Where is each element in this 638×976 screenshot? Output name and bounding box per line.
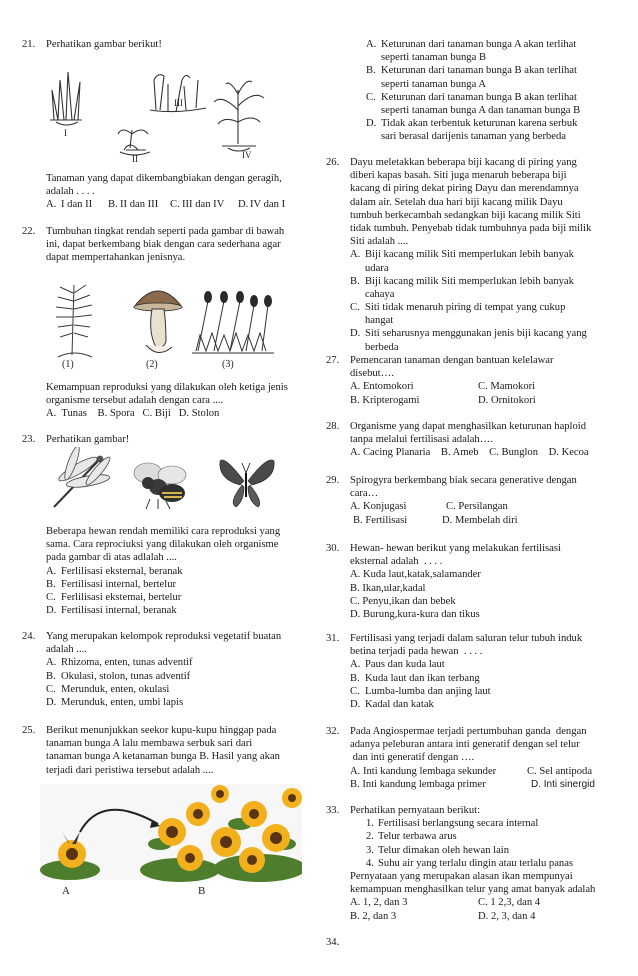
sunflowers-butterfly-photo [40,784,302,896]
option-b[interactable]: B. Kripterogami [350,394,420,406]
question-text-line: Pada Angiospermae terjadi pertumbuhan ganda dengan [350,726,587,737]
option-c-text[interactable]: III dan IV [182,199,225,211]
question-text-line: kacang di piring dekat piring Dayu dan merendamnya [350,183,579,195]
option-a[interactable]: A. Keturunan dari tanaman bunga A akan terlihat [366,39,577,50]
option-b-letter: B. [108,199,118,211]
label-2: (2) [146,359,158,369]
label-IV: IV [242,150,252,160]
question-number: 28. [326,421,340,432]
option-b[interactable]: B. Biji kacang milik Siti memperlukan lebih banyak [350,275,574,287]
options-row [350,896,631,909]
question-text-line: betina terjadi pada hewan . . . . [350,646,483,658]
question-text-line: tanaman bunga A lalu membawa serbuk sari dari [46,738,253,750]
option-c[interactable]: C. Ferlilisasi ekstemai, bertelur [46,591,182,603]
option-a[interactable]: A. Rhizoma, enten, tunas adventif [46,657,193,669]
label-I: I [64,128,67,138]
statement-item: 4. Suhu air yang terlalu dingin atau terlalu panas [366,857,574,869]
plants-figure [46,50,286,162]
question-25-options: A. Keturunan dari tanaman bunga A akan terlihat seperti tanaman bunga B B. Keturunan dari tanaman bunga B akan terlihat seperti tanaman bunga A C. Keturunan dari tanaman bunga B akan terlihat seperti tanaman bunga A dan tanaman bunga B D. Tidak akan terbentuk keturunan karena serbuk sari berasal darijenis tanaman yang berbeda [366,38,636,146]
question-27 [326,354,631,410]
statement-item: 2. Telur terbawa arus [366,831,457,843]
option-b[interactable]: B. Fertilisasi [353,514,408,526]
question-28 [326,420,631,462]
question-prompt: Perhatikan gambar berikut! [46,39,162,50]
option-c[interactable]: C. 1 2,3, dan 4 [478,897,541,909]
question-text-line: sama. Cara reprociuksi yang dilakukan oleh organisme [46,539,279,551]
label-1: (1) [62,359,74,369]
option-a-letter: A. [46,199,57,211]
question-text-line: Tanaman yang dapat dikembangbiakan dengan geragih, [46,173,282,184]
question-text-line: ini, dapat berkembang biak dengan cara sederhana agar [46,239,281,251]
question-text-line: tumbuh berkecambah sedangkan biji kacang milik Siti [350,209,581,221]
option-d[interactable]: D. Burung,kura-kura dan tikus [350,608,480,620]
question-text-line: adanya peleburan antara inti generatif dengan sel telur [350,739,580,751]
question-text-line: Tumbuhan tingkat rendah seperti pada gambar di bawah [46,226,285,237]
option-d-text[interactable]: IV dan I [250,199,286,211]
question-prompt: Perhatikan gambar! [46,434,130,445]
options-row[interactable]: A. Cacing Planaria B. Ameb C. Bunglon D. Kecoa [350,447,589,459]
option-d[interactable]: D. Siti seharusnya menggunakan jenis biji kacang yang [350,328,587,340]
option-b[interactable]: B. Fertilisasi internal, bertelur [46,578,177,590]
option-a[interactable]: A. Konjugasi [350,501,407,513]
question-text-line: eksternal adalah . . . . [350,556,443,568]
option-b[interactable]: B. Keturunan dari tanaman bunga B akan terlihat [366,65,577,77]
question-text-line: Hewan- hewan berikut yang melakukan fertilisasi [350,543,561,554]
option-a[interactable]: A. Biji kacang milik Siti memperlukan lebih banyak [350,249,574,261]
question-number: 30. [326,543,340,554]
question-number: 22. [22,226,36,237]
option-d[interactable]: D. 2, 3, dan 4 [478,910,536,922]
question-text-line: kemampuan menghasilkan telur yang amat banyak adalah [350,884,596,896]
option-a[interactable]: A. 1, 2, dan 3 [350,897,408,909]
option-d[interactable]: D. Membelah diri [442,514,518,526]
question-34 [326,936,366,950]
question-text-line: Yang merupakan kelompok reproduksi vegetatif buatan [46,631,282,642]
question-text-line: Spirogyra berkembang biak secara generative dengan [350,475,577,486]
question-text-line: adalah .... [46,644,87,656]
question-number: 21. [22,39,36,50]
question-text-line: tanpa melalui fertilisasi adalah…. [350,434,493,446]
question-text-line: Berikut menunjukkan seekor kupu-kupu hinggap pada [46,725,277,736]
option-a[interactable]: A. Ferlilisasi eksternal, beranak [46,565,183,577]
question-24 [22,630,312,712]
option-b[interactable]: B. Okulasi, stolon, tunas adventif [46,670,191,682]
question-text-line: pada gambar di atas adlalah .... [46,552,177,564]
option-d[interactable]: D. Tidak akan terbentuk keturunan karena serbuk [366,118,578,130]
option-d-letter: D. [238,199,249,211]
options-row [350,394,631,407]
label-3: (3) [222,359,234,369]
option-d[interactable]: D. Merunduk, enten, umbi lapis [46,696,184,708]
statement-item: 3. Telur dimakan oleh hewan lain [366,844,510,856]
question-number: 27. [326,355,340,366]
question-29 [326,474,631,530]
question-number: 31. [326,633,340,644]
question-text-line: Beberapa hewan rendah memiliki cara reproduksi yang [46,526,281,537]
question-text-line: adalah . . . . [46,186,95,198]
question-22 [22,225,312,421]
insects-figure [48,447,280,513]
question-number: 32. [326,726,340,737]
question-text-line: Kemampuan reproduksi yang dilakukan oleh ketiga jenis [46,382,288,393]
question-text-line: Pernyataan yang merupakan alasan ikan mempunyai [350,870,573,882]
option-c[interactable]: C. Lumba-lumba dan anjing laut [350,685,491,697]
label-a: A [62,885,70,896]
option-a-text[interactable]: I dan II [61,199,93,211]
question-number: 29. [326,475,340,486]
question-text-line: Fertilisasi yang terjadi dalam saluran telur tubuh induk [350,633,583,644]
question-number: 26. [326,157,340,168]
question-text-line: diberi kapas basah. Siti juga menaruh beberapa biji [350,170,567,182]
option-c-letter: C. [170,199,180,211]
option-d[interactable]: D. Fertilisasi internal, beranak [46,605,177,617]
option-b[interactable]: B. Ikan,ular,kadal [350,582,426,594]
option-d[interactable]: D. Inti sinergid [531,778,595,790]
question-number: 24. [22,631,36,642]
question-text-line: Organisme yang dapat menghasilkan keturunan haploid [350,421,587,432]
label-III: III [174,98,183,108]
question-text-line: Pemencaran tanaman dengan bantuan kelelawar [350,355,554,366]
options-row [46,198,312,211]
question-text-line: tanaman bunga A ketanaman bunga B. Hasil yang akan [46,751,280,763]
question-number: 33. [326,805,340,816]
option-a[interactable]: A. Kuda laut,katak,salamander [350,569,481,581]
options-row [350,778,631,791]
label-b: B [198,885,206,896]
question-number: 23. [22,434,36,445]
question-text-line: dalam air. Setelah dua hari biji kacang milik Dayu [350,196,563,208]
question-26: 26. Dayu meletakkan beberapa biji kacang di piring yang diberi kapas basah. Siti juga menaruh beberapa biji kacang di piring dekat piring Dayu dan merendamnya dalam air. Setelah dua hari biji kacang milik Dayu tumbuh berkecambah sedangkan biji kacang milik Siti tidak tumbuh. Penyebab tidak tumbuhnya pada biji milik Siti adalah .... A. Biji kacang milik Siti memperlukan lebih banyak udara B. Biji kacang milik Siti memperlukan lebih banyak cahaya C. Siti tidak menaruh piring di tempat yang cukup hangat D. Siti seharusnya menggunakan jenis biji kacang yang berbeda [326,156,631,352]
options-row [350,500,631,513]
question-33 [326,804,631,928]
label-II: II [132,154,138,162]
question-text-line: organisme tersebut adalah dengan cara .... [46,395,224,407]
question-23 [22,433,312,618]
option-c[interactable]: C. Penyu,ikan dan bebek [350,595,456,607]
option-c[interactable]: C. Persilangan [446,501,508,513]
question-25 [22,724,312,904]
option-b[interactable]: B. Inti kandung lembaga primer [350,778,486,790]
question-number: 25. [22,725,36,736]
question-prompt: Perhatikan pernyataan berikut: [350,805,481,816]
question-text-line: dapat mempertahankan jenisnya. [46,252,186,264]
option-c[interactable]: C. Merunduk, enten, okulasi [46,683,170,695]
question-31 [326,632,631,714]
options-row [350,765,631,778]
question-text-line: terjadi dari peristiwa tersebut adalah .... [46,764,214,776]
question-text-line: dan inti generatif dengan …. [350,752,475,764]
question-text-line: disebut…. [350,368,394,380]
question-30 [326,542,631,622]
question-32 [326,725,631,793]
option-c[interactable]: C. Keturunan dari tanaman bunga B akan terlihat [366,91,577,103]
question-number: 34. [326,937,340,948]
question-text-line: Dayu meletakkan beberapa biji kacang di piring yang [350,157,577,168]
options-row [350,380,631,393]
option-a[interactable]: A. Inti kandung lembaga sekunder [350,765,497,777]
question-text-line: cara… [350,488,379,500]
option-b[interactable]: B. 2, dan 3 [350,910,397,922]
option-b-text[interactable]: II dan III [120,199,159,211]
options-row[interactable]: A. Tunas B. Spora C. Biji D. Stolon [46,408,220,420]
statement-item: 1. Fertilisasi berlangsung secara internal [366,818,539,830]
option-a[interactable]: A. Entomokori [350,381,414,393]
option-a[interactable]: A. Paus dan kuda laut [350,659,445,671]
option-c[interactable]: C. Mamokori [478,381,536,393]
lower-plants-figure [48,271,278,369]
option-c[interactable]: C. Sel antipoda [527,765,593,777]
question-text-line: Siti adalah .... [350,236,409,248]
option-d[interactable]: D. Kadal dan katak [350,698,434,710]
option-c[interactable]: C. Siti tidak menaruh piring di tempat yang cukup [350,302,566,314]
question-21 [22,38,312,213]
option-b[interactable]: B. Kuda laut dan ikan terbang [350,672,480,684]
option-d[interactable]: D. Ornitokori [478,394,536,406]
question-text-line: tidak tumbuh. Penyebab tidak tumbuhnya pada biji milik [350,222,592,234]
options-row [350,514,631,527]
options-row [350,910,631,923]
